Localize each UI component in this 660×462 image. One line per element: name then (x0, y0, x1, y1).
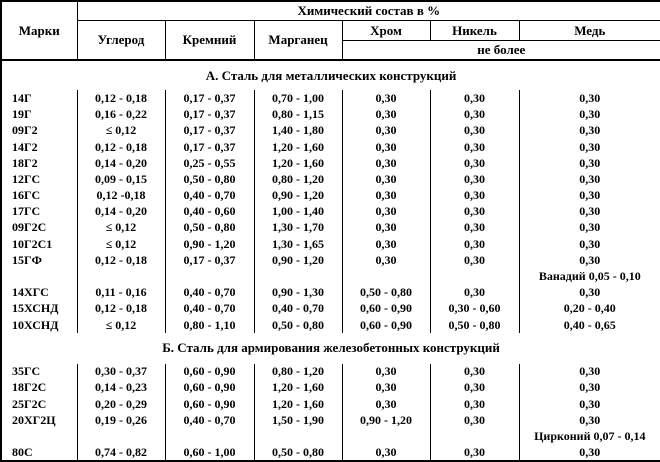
cell-copper: 0,30 (519, 90, 660, 106)
section-header-row (1, 333, 660, 363)
cell-chromium: 0,50 - 0,80 (342, 285, 430, 301)
cell-silicon: 0,60 - 0,90 (165, 364, 254, 380)
cell-nickel: 0,30 (430, 188, 519, 204)
cell-grade: 14Г2 (1, 139, 77, 155)
header-row-2 (1, 21, 660, 41)
table-row (1, 380, 660, 396)
cell-silicon: 0,40 - 0,70 (165, 188, 254, 204)
cell-copper: 0,30 (519, 445, 660, 462)
cell-copper: 0,30 (519, 204, 660, 220)
col-header-composition: Химический состав в % (77, 1, 660, 21)
cell-silicon: 0,50 - 0,80 (165, 171, 254, 187)
table-row (1, 204, 660, 220)
table-row (1, 252, 660, 268)
cell-manganese: 0,80 - 1,20 (254, 171, 342, 187)
cell-manganese: 0,50 - 0,80 (254, 445, 342, 462)
cell-copper: 0,40 - 0,65 (519, 317, 660, 333)
cell-grade: 25Г2С (1, 396, 77, 412)
cell-grade: 09Г2 (1, 123, 77, 139)
table-header (1, 1, 660, 60)
cell-manganese (254, 428, 342, 444)
header-row-1 (1, 1, 660, 21)
cell-carbon: 0,12 - 0,18 (77, 252, 165, 268)
cell-copper: 0,30 (519, 139, 660, 155)
cell-carbon: 0,20 - 0,29 (77, 396, 165, 412)
cell-nickel: 0,30 (430, 364, 519, 380)
cell-silicon (165, 428, 254, 444)
cell-nickel: 0,30 (430, 220, 519, 236)
cell-grade: 14Г (1, 90, 77, 106)
cell-chromium: 0,30 (342, 204, 430, 220)
col-header-not-more-than: не более (342, 41, 660, 61)
cell-copper: 0,30 (519, 171, 660, 187)
col-header-carbon: Углерод (77, 21, 165, 61)
cell-silicon: 0,60 - 0,90 (165, 396, 254, 412)
cell-chromium: 0,30 (342, 107, 430, 123)
table-body (1, 60, 660, 461)
cell-silicon: 0,80 - 1,10 (165, 317, 254, 333)
cell-nickel: 0,30 (430, 396, 519, 412)
cell-carbon: 0,30 - 0,37 (77, 364, 165, 380)
cell-carbon: 0,09 - 0,15 (77, 171, 165, 187)
cell-carbon: 0,16 - 0,22 (77, 107, 165, 123)
cell-nickel: 0,30 (430, 380, 519, 396)
cell-nickel: 0,30 - 0,60 (430, 301, 519, 317)
cell-chromium: 0,30 (342, 220, 430, 236)
cell-chromium: 0,90 - 1,20 (342, 412, 430, 428)
cell-copper: 0,20 - 0,40 (519, 301, 660, 317)
table-row (1, 188, 660, 204)
cell-chromium: 0,30 (342, 236, 430, 252)
cell-carbon: 0,14 - 0,23 (77, 380, 165, 396)
cell-silicon: 0,50 - 0,80 (165, 220, 254, 236)
cell-grade: 80С (1, 445, 77, 462)
table-row (1, 107, 660, 123)
cell-manganese (254, 268, 342, 284)
cell-silicon: 0,17 - 0,37 (165, 139, 254, 155)
cell-grade: 10ХСНД (1, 317, 77, 333)
col-header-manganese: Марганец (254, 21, 342, 61)
cell-silicon: 0,17 - 0,37 (165, 90, 254, 106)
cell-grade: 20ХГ2Ц (1, 412, 77, 428)
cell-chromium: 0,30 (342, 252, 430, 268)
cell-manganese: 1,30 - 1,70 (254, 220, 342, 236)
cell-manganese: 0,50 - 0,80 (254, 317, 342, 333)
cell-carbon: 0,14 - 0,20 (77, 155, 165, 171)
cell-silicon: 0,90 - 1,20 (165, 236, 254, 252)
cell-copper: 0,30 (519, 220, 660, 236)
table-row (1, 412, 660, 428)
cell-grade: 15ХСНД (1, 301, 77, 317)
section-title: А. Сталь для металлических конструкций (205, 67, 457, 83)
table-row (1, 301, 660, 317)
cell-grade: 18Г2 (1, 155, 77, 171)
cell-grade: 15ГФ (1, 252, 77, 268)
cell-manganese: 0,90 - 1,20 (254, 188, 342, 204)
col-header-nickel: Никель (430, 21, 519, 41)
cell-silicon (165, 268, 254, 284)
table-row (1, 317, 660, 333)
cell-silicon: 0,17 - 0,37 (165, 123, 254, 139)
cell-nickel: 0,30 (430, 252, 519, 268)
cell-nickel: 0,30 (430, 123, 519, 139)
cell-copper: 0,30 (519, 107, 660, 123)
cell-carbon: 0,12 - 0,18 (77, 301, 165, 317)
cell-nickel: 0,30 (430, 236, 519, 252)
cell-chromium: 0,60 - 0,90 (342, 301, 430, 317)
cell-silicon: 0,60 - 1,00 (165, 445, 254, 462)
cell-silicon: 0,40 - 0,60 (165, 204, 254, 220)
cell-manganese: 0,40 - 0,70 (254, 301, 342, 317)
cell-manganese: 1,20 - 1,60 (254, 155, 342, 171)
cell-nickel: 0,50 - 0,80 (430, 317, 519, 333)
cell-manganese: 0,80 - 1,15 (254, 107, 342, 123)
cell-copper: 0,30 (519, 252, 660, 268)
cell-copper: 0,30 (519, 123, 660, 139)
cell-nickel: 0,30 (430, 204, 519, 220)
table-row (1, 236, 660, 252)
section-title: Б. Сталь для армирования железобетонных конструкций (162, 340, 500, 356)
col-header-copper: Медь (519, 21, 660, 41)
table-row (1, 155, 660, 171)
cell-grade: 19Г (1, 107, 77, 123)
cell-carbon: 0,19 - 0,26 (77, 412, 165, 428)
cell-carbon: 0,12 - 0,18 (77, 139, 165, 155)
cell-nickel: 0,30 (430, 412, 519, 428)
section-header-row (1, 60, 660, 90)
cell-carbon: 0,12 - 0,18 (77, 90, 165, 106)
cell-nickel (430, 268, 519, 284)
cell-manganese: 0,90 - 1,30 (254, 285, 342, 301)
col-header-chromium: Хром (342, 21, 430, 41)
cell-manganese: 1,30 - 1,65 (254, 236, 342, 252)
table-row (1, 268, 660, 284)
table-row (1, 428, 660, 444)
cell-silicon: 0,40 - 0,70 (165, 285, 254, 301)
cell-chromium: 0,30 (342, 155, 430, 171)
cell-manganese: 0,80 - 1,20 (254, 364, 342, 380)
cell-manganese: 0,70 - 1,00 (254, 90, 342, 106)
cell-grade: 09Г2С (1, 220, 77, 236)
cell-grade (1, 428, 77, 444)
cell-copper: 0,30 (519, 396, 660, 412)
cell-carbon: 0,11 - 0,16 (77, 285, 165, 301)
cell-chromium: 0,30 (342, 171, 430, 187)
cell-nickel: 0,30 (430, 445, 519, 462)
cell-chromium: 0,30 (342, 90, 430, 106)
cell-nickel (430, 428, 519, 444)
cell-chromium: 0,60 - 0,90 (342, 317, 430, 333)
cell-carbon: ≤ 0,12 (77, 123, 165, 139)
table-row (1, 364, 660, 380)
cell-manganese: 1,20 - 1,60 (254, 139, 342, 155)
cell-grade: 10Г2С1 (1, 236, 77, 252)
cell-silicon: 0,17 - 0,37 (165, 107, 254, 123)
cell-copper: 0,30 (519, 155, 660, 171)
col-header-grade: Марки (1, 1, 77, 60)
cell-grade: 18Г2С (1, 380, 77, 396)
cell-silicon: 0,25 - 0,55 (165, 155, 254, 171)
table-row (1, 90, 660, 106)
cell-chromium: 0,30 (342, 396, 430, 412)
cell-chromium: 0,30 (342, 364, 430, 380)
cell-copper: 0,30 (519, 364, 660, 380)
cell-silicon: 0,40 - 0,70 (165, 301, 254, 317)
cell-nickel: 0,30 (430, 171, 519, 187)
table-row (1, 396, 660, 412)
cell-grade: 17ГС (1, 204, 77, 220)
cell-grade (1, 268, 77, 284)
cell-chromium: 0,30 (342, 380, 430, 396)
cell-copper: Цирконий 0,07 - 0,14 (519, 428, 660, 444)
cell-chromium (342, 268, 430, 284)
table-row (1, 285, 660, 301)
cell-nickel: 0,30 (430, 107, 519, 123)
cell-silicon: 0,40 - 0,70 (165, 412, 254, 428)
cell-carbon: 0,14 - 0,20 (77, 204, 165, 220)
cell-chromium: 0,30 (342, 188, 430, 204)
table-row (1, 171, 660, 187)
cell-grade: 14ХГС (1, 285, 77, 301)
cell-nickel: 0,30 (430, 285, 519, 301)
cell-manganese: 1,00 - 1,40 (254, 204, 342, 220)
cell-manganese: 0,90 - 1,20 (254, 252, 342, 268)
cell-copper: Ванадий 0,05 - 0,10 (519, 268, 660, 284)
cell-manganese: 1,20 - 1,60 (254, 380, 342, 396)
cell-nickel: 0,30 (430, 139, 519, 155)
cell-nickel: 0,30 (430, 90, 519, 106)
cell-carbon: ≤ 0,12 (77, 236, 165, 252)
cell-carbon: ≤ 0,12 (77, 317, 165, 333)
cell-carbon (77, 428, 165, 444)
table-row (1, 220, 660, 236)
cell-manganese: 1,20 - 1,60 (254, 396, 342, 412)
cell-carbon: ≤ 0,12 (77, 220, 165, 236)
table-row (1, 139, 660, 155)
cell-manganese: 1,50 - 1,90 (254, 412, 342, 428)
cell-silicon: 0,60 - 0,90 (165, 380, 254, 396)
cell-copper: 0,30 (519, 285, 660, 301)
cell-chromium: 0,30 (342, 139, 430, 155)
cell-chromium (342, 428, 430, 444)
cell-copper: 0,30 (519, 236, 660, 252)
cell-copper: 0,30 (519, 380, 660, 396)
cell-chromium: 0,30 (342, 123, 430, 139)
cell-nickel: 0,30 (430, 155, 519, 171)
cell-carbon: 0,74 - 0,82 (77, 445, 165, 462)
cell-copper: 0,30 (519, 412, 660, 428)
table-row (1, 123, 660, 139)
cell-grade: 35ГС (1, 364, 77, 380)
cell-copper: 0,30 (519, 188, 660, 204)
cell-carbon: 0,12 -0,18 (77, 188, 165, 204)
cell-carbon (77, 268, 165, 284)
cell-grade: 16ГС (1, 188, 77, 204)
cell-silicon: 0,17 - 0,37 (165, 252, 254, 268)
cell-manganese: 1,40 - 1,80 (254, 123, 342, 139)
cell-grade: 12ГС (1, 171, 77, 187)
cell-chromium: 0,30 (342, 445, 430, 462)
col-header-silicon: Кремний (165, 21, 254, 61)
table-row (1, 445, 660, 462)
